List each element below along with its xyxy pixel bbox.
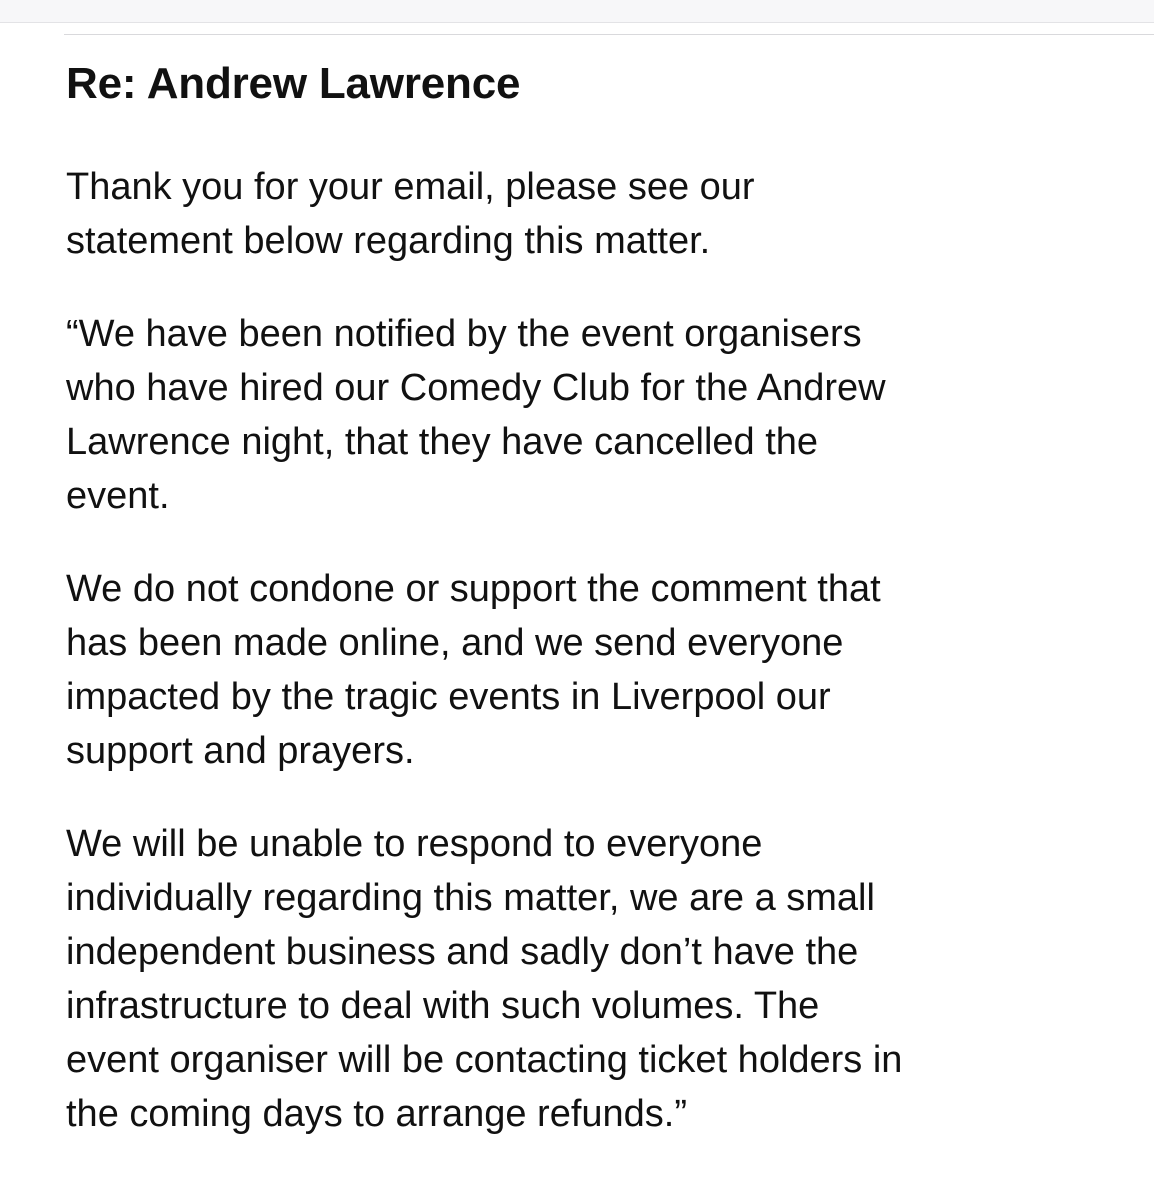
email-paragraph-2	[66, 307, 1126, 523]
email-paragraph-1	[66, 160, 1126, 268]
paragraph-line: We will be unable to respond to everyone	[66, 823, 763, 865]
paragraph-line: Lawrence night, that they have cancelled the	[66, 421, 819, 463]
paragraph-line: Thank you for your email, please see our	[66, 166, 755, 208]
email-content	[66, 52, 1126, 1180]
paragraph-line: “We have been notified by the event organisers	[66, 313, 862, 355]
paragraph-line: event.	[66, 475, 170, 517]
email-paragraph-4	[66, 817, 1126, 1141]
paragraph-line: support and prayers.	[66, 730, 415, 772]
paragraph-line: who have hired our Comedy Club for the Andrew	[66, 367, 886, 409]
window-top-strip	[0, 0, 1154, 23]
paragraph-line: infrastructure to deal with such volumes. The	[66, 985, 820, 1027]
paragraph-line: independent business and sadly don’t have the	[66, 931, 859, 973]
header-divider	[64, 34, 1154, 35]
paragraph-line: statement below regarding this matter.	[66, 220, 711, 262]
paragraph-line: individually regarding this matter, we are a small	[66, 877, 875, 919]
paragraph-line: the coming days to arrange refunds.”	[66, 1093, 688, 1135]
paragraph-line: has been made online, and we send everyone	[66, 622, 844, 664]
email-paragraph-3	[66, 562, 1126, 778]
paragraph-line: impacted by the tragic events in Liverpool our	[66, 676, 831, 718]
email-subject: Re: Andrew Lawrence	[66, 59, 521, 108]
paragraph-line: event organiser will be contacting ticket holders in	[66, 1039, 903, 1081]
paragraph-line: We do not condone or support the comment that	[66, 568, 881, 610]
